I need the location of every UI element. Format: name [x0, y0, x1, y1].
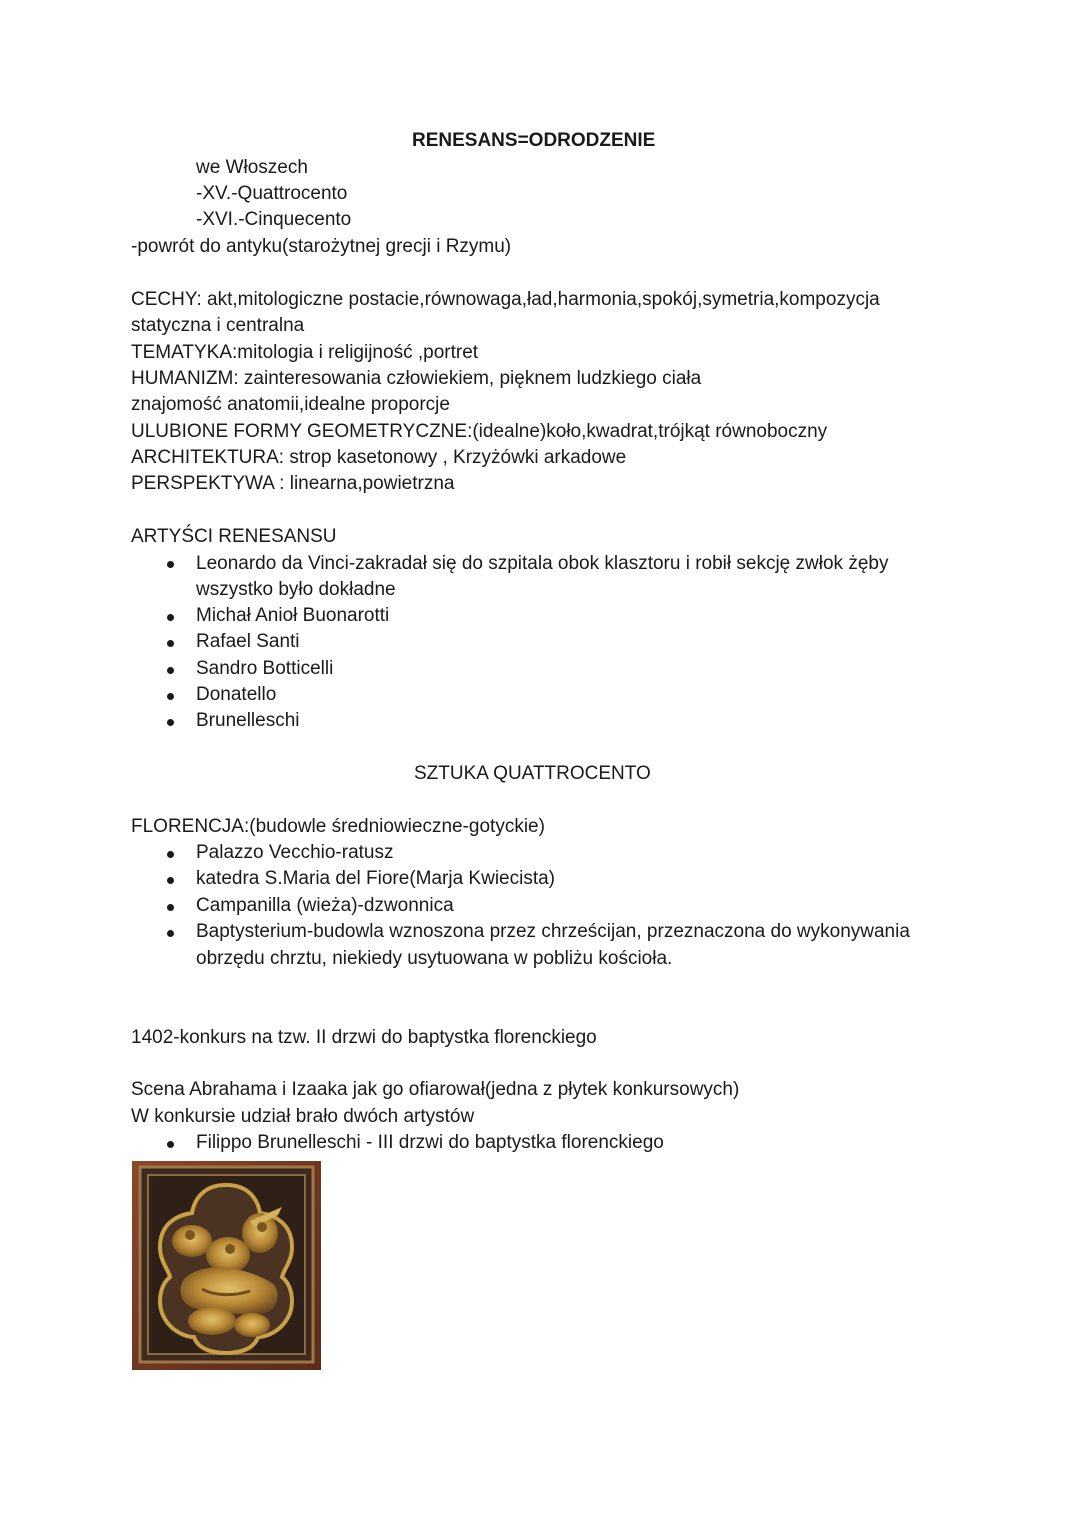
- cechy-line-1: CECHY: akt,mitologiczne postacie,równowaga,ład,harmonia,spokój,symetria,kompozycja: [131, 289, 880, 310]
- bullet-icon: [167, 719, 174, 726]
- bronze-relief-image: [132, 1161, 321, 1370]
- intro-line-4: -powrót do antyku(starożytnej grecji i Rzymu): [131, 236, 512, 257]
- artist-brunelleschi: Brunelleschi: [196, 710, 300, 731]
- building-campanilla: Campanilla (wieża)-dzwonnica: [196, 895, 454, 916]
- humanizm-line-2: znajomość anatomii,idealne proporcje: [131, 394, 450, 415]
- konkurs-line-2: Scena Abrahama i Izaaka jak go ofiarował(jedna z płytek konkursowych): [131, 1079, 740, 1100]
- bullet-icon: [167, 930, 174, 937]
- bullet-icon: [167, 640, 174, 647]
- florencja-line: FLORENCJA:(budowle średniowieczne-gotyckie): [131, 816, 545, 837]
- konkurs-line-1: 1402-konkurs na tzw. II drzwi do baptystka florenckiego: [131, 1027, 597, 1048]
- bullet-icon: [167, 851, 174, 858]
- konkurs-filippo: Filippo Brunelleschi - III drzwi do baptystka florenckiego: [196, 1132, 664, 1153]
- cechy-line-2: statyczna i centralna: [131, 315, 305, 336]
- bullet-icon: [167, 693, 174, 700]
- artist-leonardo-line-1: Leonardo da Vinci-zakradał się do szpitala obok klasztoru i robił sekcję zwłok żęby: [196, 553, 889, 574]
- formy-line: ULUBIONE FORMY GEOMETRYCZNE:(idealne)koło,kwadrat,trójkąt równoboczny: [131, 421, 828, 442]
- bullet-icon: [167, 561, 174, 568]
- intro-line-3: -XVI.-Cinquecento: [196, 209, 352, 230]
- konkurs-line-3: W konkursie udział brało dwóch artystów: [131, 1106, 475, 1127]
- artists-heading: ARTYŚCI RENESANSU: [131, 526, 337, 547]
- page-title: RENESANS=ODRODZENIE: [412, 130, 656, 151]
- artist-leonardo-line-2: wszystko było dokładne: [196, 579, 396, 600]
- building-baptysterium-line-2: obrzędu chrztu, niekiedy usytuowana w pobliżu kościoła.: [196, 948, 673, 969]
- artist-botticelli: Sandro Botticelli: [196, 658, 334, 679]
- bullet-icon: [167, 877, 174, 884]
- building-katedra: katedra S.Maria del Fiore(Marja Kwiecista): [196, 868, 556, 889]
- architektura-line: ARCHITEKTURA: strop kasetonowy , Krzyżówki arkadowe: [131, 447, 627, 468]
- bullet-icon: [167, 1141, 174, 1148]
- quattrocento-heading: SZTUKA QUATTROCENTO: [414, 763, 651, 784]
- humanizm-line-1: HUMANIZM: zainteresowania człowiekiem, pięknem ludzkiego ciała: [131, 368, 702, 389]
- building-baptysterium-line-1: Baptysterium-budowla wznoszona przez chrześcijan, przeznaczona do wykonywania: [196, 921, 910, 942]
- building-palazzo: Palazzo Vecchio-ratusz: [196, 842, 394, 863]
- bullet-icon: [167, 667, 174, 674]
- artist-donatello: Donatello: [196, 684, 277, 705]
- perspektywa-line: PERSPEKTYWA : linearna,powietrzna: [131, 473, 455, 494]
- bullet-icon: [167, 614, 174, 621]
- artist-rafael: Rafael Santi: [196, 631, 300, 652]
- intro-line-2: -XV.-Quattrocento: [196, 183, 348, 204]
- bullet-icon: [167, 904, 174, 911]
- intro-line-1: we Włoszech: [196, 157, 308, 178]
- artist-michal: Michał Anioł Buonarotti: [196, 605, 390, 626]
- tematyka-line: TEMATYKA:mitologia i religijność ,portret: [131, 342, 479, 363]
